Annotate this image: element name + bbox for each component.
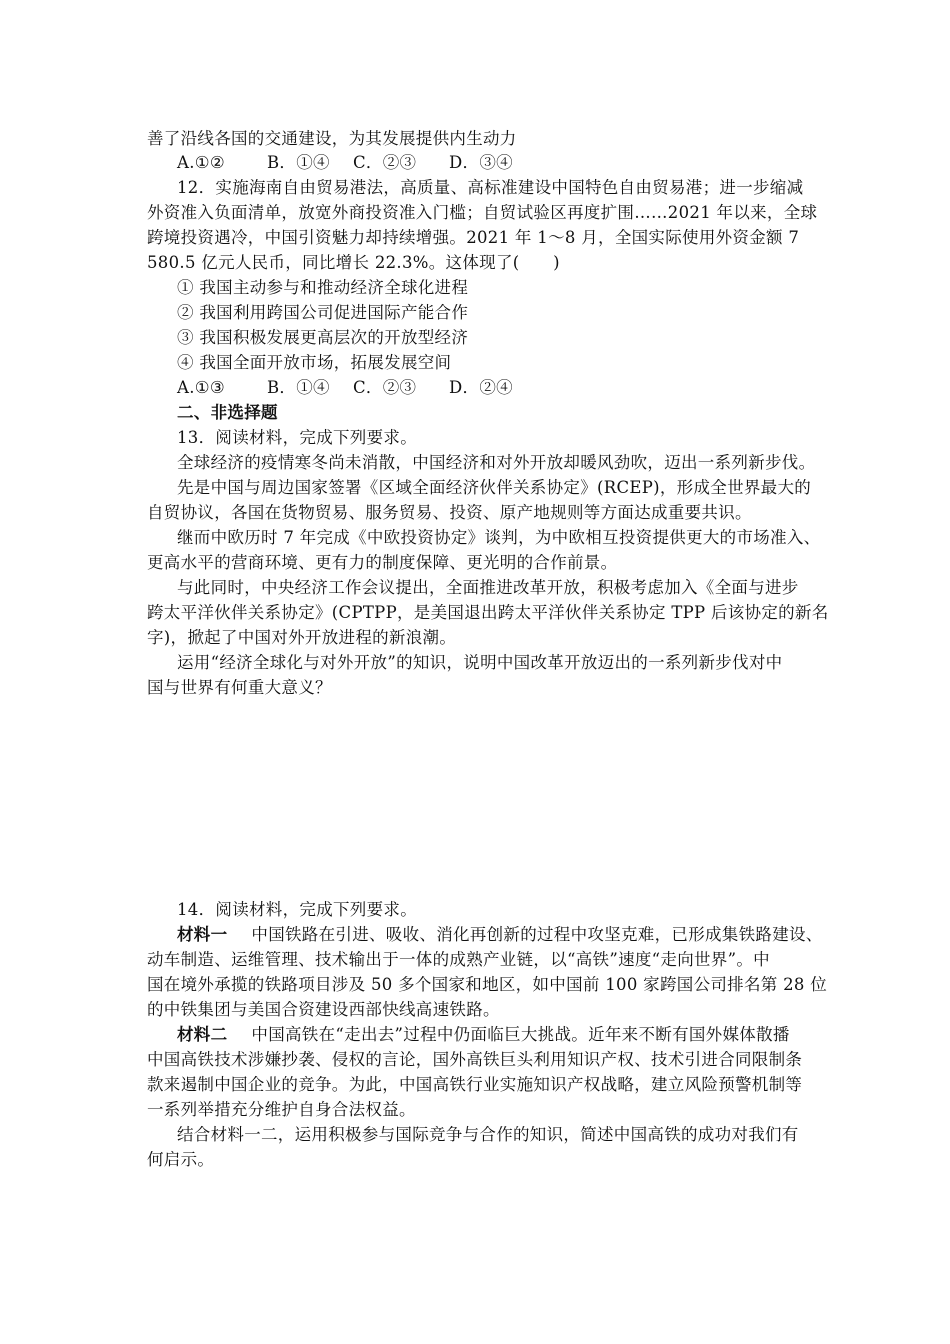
q12-statement: ④ 我国全面开放市场，拓展发展空间 [177, 353, 452, 372]
option-a: A.①② [177, 153, 225, 172]
q13-line: 全球经济的疫情寒冬尚未消散，中国经济和对外开放却暖风劲吹，迈出一系列新步伐。 [177, 453, 816, 472]
q13-line: 更高水平的营商环境、更有力的制度保障、更光明的合作前景。 [147, 553, 618, 572]
material2-line: 中国高铁在“走出去”过程中仍面临巨大挑战。近年来不断有国外媒体散播 [251, 1025, 790, 1044]
material2-label: 材料二 [177, 1025, 228, 1044]
q14-material2-first [177, 1023, 790, 1047]
option-d: D．③④ [449, 153, 513, 172]
option-d: D．②④ [449, 378, 513, 397]
q12-line: 跨境投资遇冷，中国引资魅力却持续增强。2021 年 1～8 月，全国实际使用外资金额 7 [147, 228, 800, 247]
option-c: C．②③ [353, 153, 417, 172]
q11-options [177, 151, 513, 175]
option-b: B．①④ [267, 153, 330, 172]
q13-line: 先是中国与周边国家签署《区域全面经济伙伴关系协定》(RCEP)，形成全世界最大的 [177, 478, 812, 497]
q13-line: 自贸协议，各国在货物贸易、服务贸易、投资、原产地规则等方面达成重要共识。 [147, 503, 752, 522]
q12-line: 12．实施海南自由贸易港法，高质量、高标准建设中国特色自由贸易港；进一步缩减 [177, 178, 804, 197]
material2-line: 一系列举措充分维护自身合法权益。 [147, 1100, 416, 1119]
q14-question: 结合材料一二，运用积极参与国际竞争与合作的知识，简述中国高铁的成功对我们有 [177, 1125, 799, 1144]
q12-line: 外资准入负面清单，放宽外商投资准入门槛；自贸试验区再度扩围……2021 年以来，全球 [147, 203, 818, 222]
q12-options [177, 376, 513, 400]
material1-line: 中国铁路在引进、吸收、消化再创新的过程中攻坚克难，已形成集铁路建设、 [251, 925, 823, 944]
q12-statement: ① 我国主动参与和推动经济全球化进程 [177, 278, 469, 297]
q12-statement: ② 我国利用跨国公司促进国际产能合作 [177, 303, 469, 322]
option-b: B．①④ [267, 378, 330, 397]
q14-prompt: 14．阅读材料，完成下列要求。 [177, 900, 417, 919]
q12-line: 580.5 亿元人民币，同比增长 22.3%。这体现了( ) [147, 253, 560, 272]
material1-line: 的中铁集团与美国合资建设西部快线高速铁路。 [147, 1000, 500, 1019]
q11-tail: 善了沿线各国的交通建设，为其发展提供内生动力 [147, 129, 517, 148]
material1-line: 国在境外承揽的铁路项目涉及 50 多个国家和地区，如中国前 100 家跨国公司排名第 28 位 [147, 975, 828, 994]
q14-material1-first [177, 923, 823, 947]
q12-statement: ③ 我国积极发展更高层次的开放型经济 [177, 328, 469, 347]
q13-question: 运用“经济全球化与对外开放”的知识，说明中国改革开放迈出的一系列新步伐对中 [177, 653, 783, 672]
material1-line: 动车制造、运维管理、技术输出于一体的成熟产业链，以“高铁”速度“走向世界”。中 [147, 950, 770, 969]
q13-line: 继而中欧历时 7 年完成《中欧投资协定》谈判，为中欧相互投资提供更大的市场准入、 [177, 528, 821, 547]
material2-line: 款来遏制中国企业的竞争。为此，中国高铁行业实施知识产权战略，建立风险预警机制等 [147, 1075, 803, 1094]
q13-prompt: 13．阅读材料，完成下列要求。 [177, 428, 417, 447]
option-c: C．②③ [353, 378, 417, 397]
q13-line: 字)，掀起了中国对外开放进程的新浪潮。 [147, 628, 457, 647]
q13-line: 与此同时，中央经济工作会议提出，全面推进改革开放，积极考虑加入《全面与进步 [177, 578, 799, 597]
material1-label: 材料一 [177, 925, 228, 944]
section-title: 二、非选择题 [177, 403, 278, 422]
q13-line: 跨太平洋伙伴关系协定》(CPTPP，是美国退出跨太平洋伙伴关系协定 TPP 后该协定的新名 [147, 603, 829, 622]
q13-question: 国与世界有何重大意义？ [147, 678, 332, 697]
material2-line: 中国高铁技术涉嫌抄袭、侵权的言论，国外高铁巨头利用知识产权、技术引进合同限制条 [147, 1050, 803, 1069]
q14-question: 何启示。 [147, 1150, 215, 1169]
option-a: A.①③ [177, 378, 225, 397]
